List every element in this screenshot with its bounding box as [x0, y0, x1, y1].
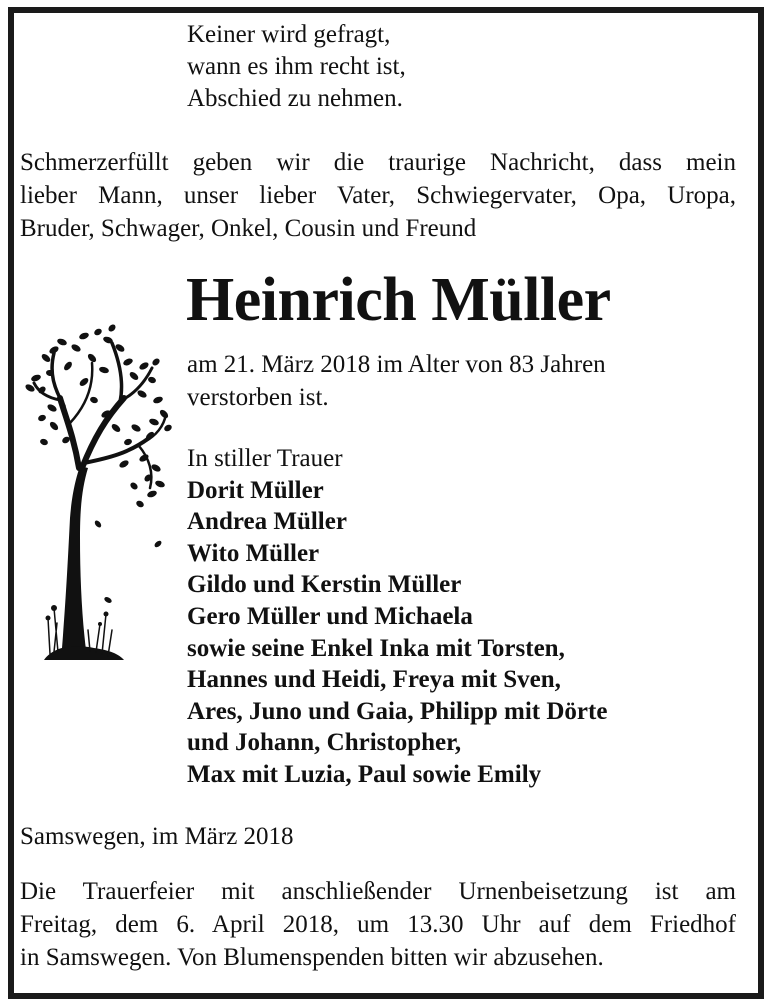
- funeral-line: Die Trauerfeier mit anschließender Urnenbeisetzung ist am: [20, 878, 736, 905]
- place-date: Samswegen, im März 2018: [20, 823, 294, 850]
- mourner-line: Hannes und Heidi, Freya mit Sven,: [187, 666, 561, 694]
- intro-text: [20, 146, 736, 245]
- tree-silhouette-icon: [24, 318, 174, 670]
- funeral-line: Freitag, dem 6. April 2018, um 13.30 Uhr auf dem Friedhof: [20, 911, 736, 938]
- funeral-info: [20, 875, 736, 974]
- mourner-line: und Johann, Christopher,: [187, 729, 462, 757]
- intro-line: Bruder, Schwager, Onkel, Cousin und Freund: [20, 215, 477, 242]
- poem-line: wann es ihm recht ist,: [187, 53, 406, 80]
- mourner-line: Dorit Müller: [187, 476, 324, 504]
- mourner-line: Gildo und Kerstin Müller: [187, 571, 462, 599]
- intro-line: lieber Mann, unser lieber Vater, Schwiegervater, Opa, Uropa,: [20, 182, 736, 209]
- mourner-line: Max mit Luzia, Paul sowie Emily: [187, 760, 542, 788]
- death-notice: [187, 348, 606, 414]
- mourner-line: Gero Müller und Michaela: [187, 602, 473, 630]
- death-line: am 21. März 2018 im Alter von 83 Jahren: [187, 351, 606, 378]
- mourners-block: [187, 443, 607, 791]
- mourning-heading: In stiller Trauer: [187, 445, 343, 472]
- death-line: verstorben ist.: [187, 384, 329, 411]
- poem-line: Abschied zu nehmen.: [187, 85, 403, 112]
- poem: [187, 19, 406, 115]
- mourner-line: Wito Müller: [187, 539, 320, 567]
- mourner-line: sowie seine Enkel Inka mit Torsten,: [187, 634, 565, 662]
- deceased-name: Heinrich Müller: [186, 266, 611, 334]
- intro-line: Schmerzerfüllt geben wir die traurige Nachricht, dass mein: [20, 149, 736, 176]
- mourner-line: Andrea Müller: [187, 508, 347, 536]
- funeral-line: in Samswegen. Von Blumenspenden bitten wir abzusehen.: [20, 944, 604, 971]
- mourner-line: Ares, Juno und Gaia, Philipp mit Dörte: [187, 697, 608, 725]
- poem-line: Keiner wird gefragt,: [187, 21, 391, 48]
